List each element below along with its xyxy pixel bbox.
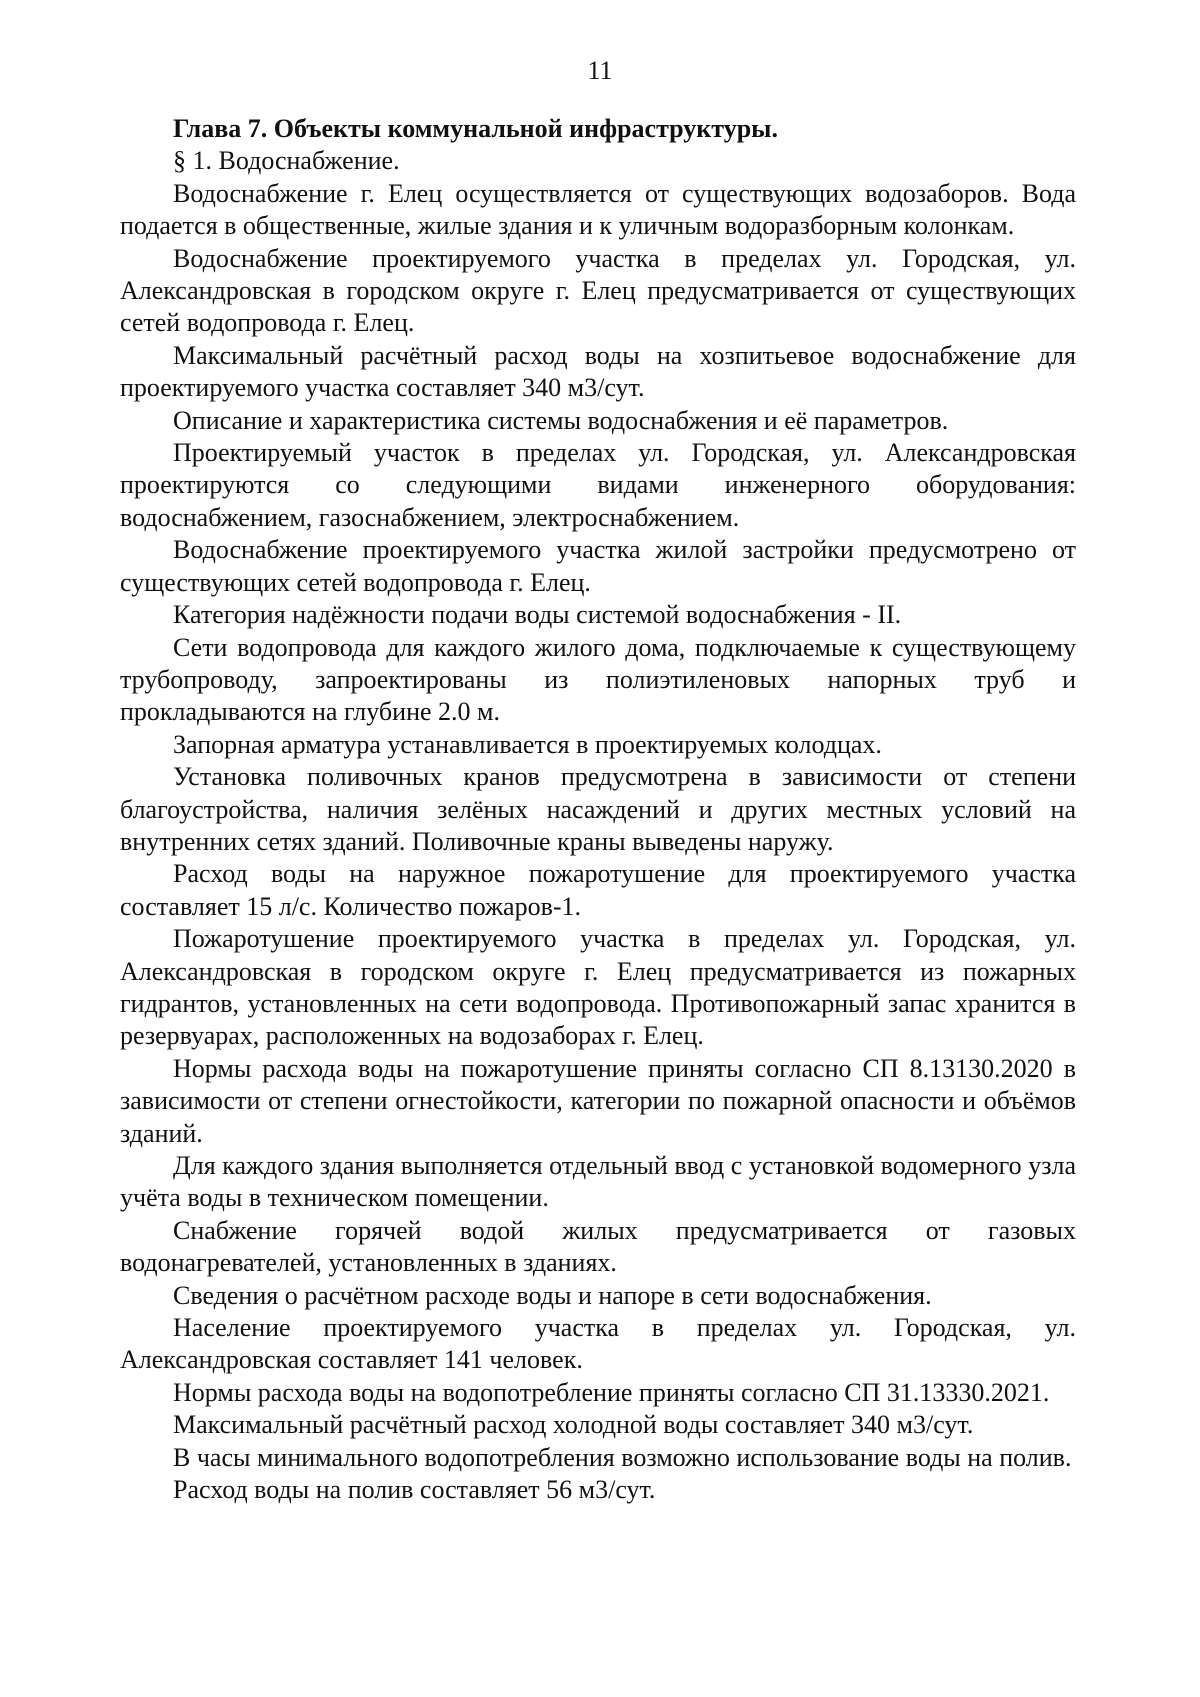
section-title: § 1. Водоснабжение. (173, 146, 400, 176)
paragraph: Нормы расхода воды на пожаротушение приняты согласно СП 8.13130.2020 в зависимости от степени огнестойкости, категории по пожарной опасности и объёмов зданий. (120, 1053, 1076, 1148)
paragraph: Снабжение горячей водой жилых предусматривается от газовых водонагревателей, установленных в зданиях. (120, 1215, 1076, 1278)
paragraph: Запорная арматура устанавливается в проектируемых колодцах. (173, 729, 882, 759)
paragraph: Сети водопровода для каждого жилого дома, подключаемые к существующему трубопроводу, запроектированы из полиэтиленовых напорных труб и прокладываются на глубине 2.0 м. (120, 632, 1076, 727)
chapter-heading: Глава 7. Объекты коммунальной инфраструктуры. (173, 114, 778, 143)
paragraph: Максимальный расчётный расход воды на хозпитьевое водоснабжение для проектируемого участка составляет 340 м3/сут. (120, 340, 1076, 403)
paragraph: Максимальный расчётный расход холодной воды составляет 340 м3/сут. (173, 1410, 974, 1440)
paragraph: Установка поливочных кранов предусмотрена в зависимости от степени благоустройства, наличия зелёных насаждений и других местных условий на внутренних сетях зданий. Поливочные краны выведены наружу. (120, 762, 1076, 856)
paragraph: В часы минимального водопотребления возможно использование воды на полив. (173, 1442, 1072, 1472)
paragraph: Водоснабжение проектируемого участка в пределах ул. Городская, ул. Александровская в городском округе г. Елец предусматривается от существующих сетей водопровода г. Елец. (120, 243, 1076, 338)
paragraph: Описание и характеристика системы водоснабжения и её параметров. (173, 405, 949, 435)
paragraph: Расход воды на полив составляет 56 м3/сут. (173, 1475, 656, 1505)
paragraph: Категория надёжности подачи воды системой водоснабжения - II. (173, 600, 902, 630)
paragraph: Проектируемый участок в пределах ул. Городская, ул. Александровская проектируются со следующими видами инженерного оборудования: водоснабжением, газоснабжением, электроснабжением. (120, 438, 1076, 532)
document-body (120, 113, 1076, 1506)
paragraph: Расход воды на наружное пожаротушение для проектируемого участка составляет 15 л/с. Количество пожаров-1. (120, 859, 1076, 921)
paragraph: Нормы расхода воды на водопотребление приняты согласно СП 31.13330.2021. (173, 1377, 1050, 1407)
paragraph: Пожаротушение проектируемого участка в пределах ул. Городская, ул. Александровская в городском округе г. Елец предусматривается из пожарных гидрантов, установленных на сети водопровода. Противопожарный запас хранится в резервуарах, расположенных на водозаборах г. Елец. (120, 924, 1076, 1051)
paragraph: Водоснабжение г. Елец осуществляется от существующих водозаборов. Вода подается в общественные, жилые здания и к уличным водоразборным колонкам. (120, 178, 1076, 241)
paragraph: Население проектируемого участка в пределах ул. Городская, ул. Александровская составляет 141 человек. (120, 1313, 1076, 1375)
paragraph: Водоснабжение проектируемого участка жилой застройки предусмотрено от существующих сетей водопровода г. Елец. (120, 535, 1076, 597)
page-number: 11 (587, 56, 613, 85)
paragraph: Сведения о расчётном расходе воды и напоре в сети водоснабжения. (173, 1280, 932, 1310)
paragraph: Для каждого здания выполняется отдельный ввод с установкой водомерного узла учёта воды в техническом помещении. (120, 1151, 1076, 1213)
